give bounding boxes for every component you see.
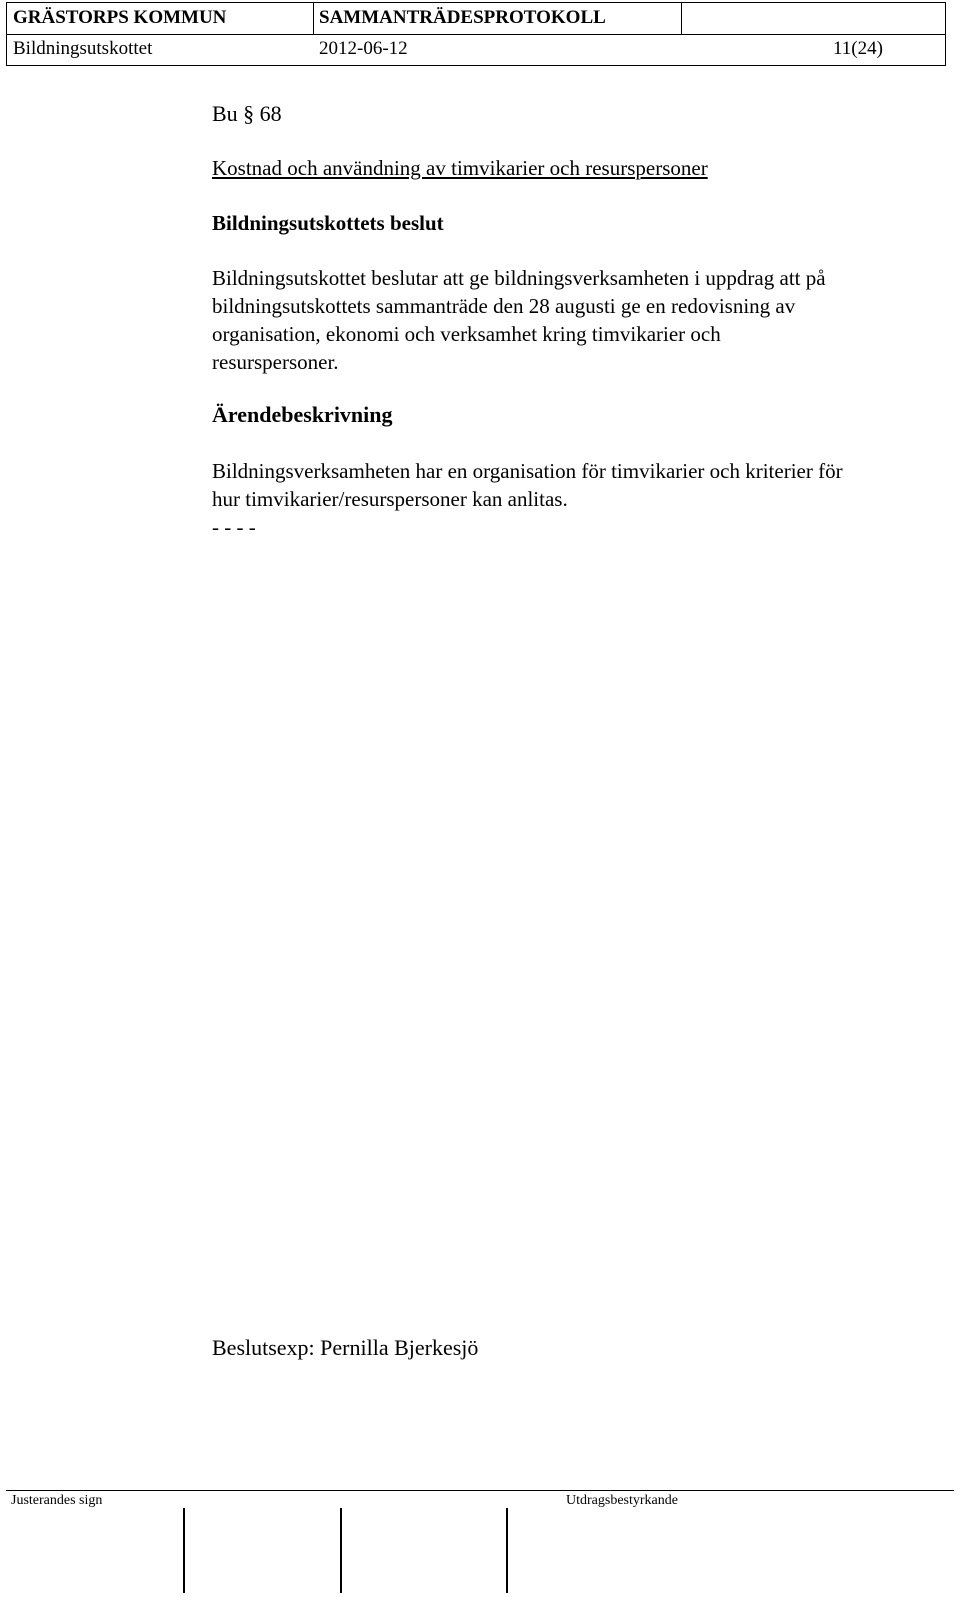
- description-heading: Ärendebeskrivning: [212, 402, 393, 427]
- dispatch-recipient: Beslutsexp: Pernilla Bjerkesjö: [212, 1335, 479, 1360]
- meeting-date: 2012-06-12: [319, 38, 408, 59]
- decision-line: bildningsutskottets sammanträde den 28 augusti ge en redovisning av: [212, 294, 796, 318]
- committee-name: Bildningsutskottet: [13, 38, 153, 59]
- section-title: Kostnad och användning av timvikarier och resurspersoner: [212, 156, 708, 180]
- protocol-header: [6, 2, 946, 66]
- decision-heading: Bildningsutskottets beslut: [212, 211, 444, 235]
- signature-box-divider: [506, 1508, 508, 1593]
- description-line: hur timvikarier/resurspersoner kan anlitas.: [212, 487, 568, 511]
- page-number: 11(24): [833, 38, 883, 59]
- description-line: Bildningsverksamheten har en organisation för timvikarier och kriterier för: [212, 459, 843, 483]
- signature-box-divider: [340, 1508, 342, 1593]
- document-type: SAMMANTRÄDESPROTOKOLL: [319, 7, 606, 28]
- end-marker: - - - -: [212, 515, 256, 539]
- signature-box-divider: [183, 1508, 185, 1593]
- header-divider: [313, 3, 314, 34]
- header-row-1: [7, 3, 945, 35]
- decision-line: resurspersoner.: [212, 350, 339, 374]
- signature-label: Justerandes sign: [11, 1493, 103, 1508]
- footer-rule: [6, 1490, 954, 1491]
- decision-line: organisation, ekonomi och verksamhet kring timvikarier och: [212, 322, 721, 346]
- header-divider: [681, 3, 682, 34]
- municipality-name: GRÄSTORPS KOMMUN: [13, 7, 227, 28]
- certification-label: Utdragsbestyrkande: [566, 1493, 678, 1508]
- section-number: Bu § 68: [212, 101, 282, 126]
- header-row-2: [7, 34, 945, 65]
- decision-line: Bildningsutskottet beslutar att ge bildningsverksamheten i uppdrag att på: [212, 266, 826, 290]
